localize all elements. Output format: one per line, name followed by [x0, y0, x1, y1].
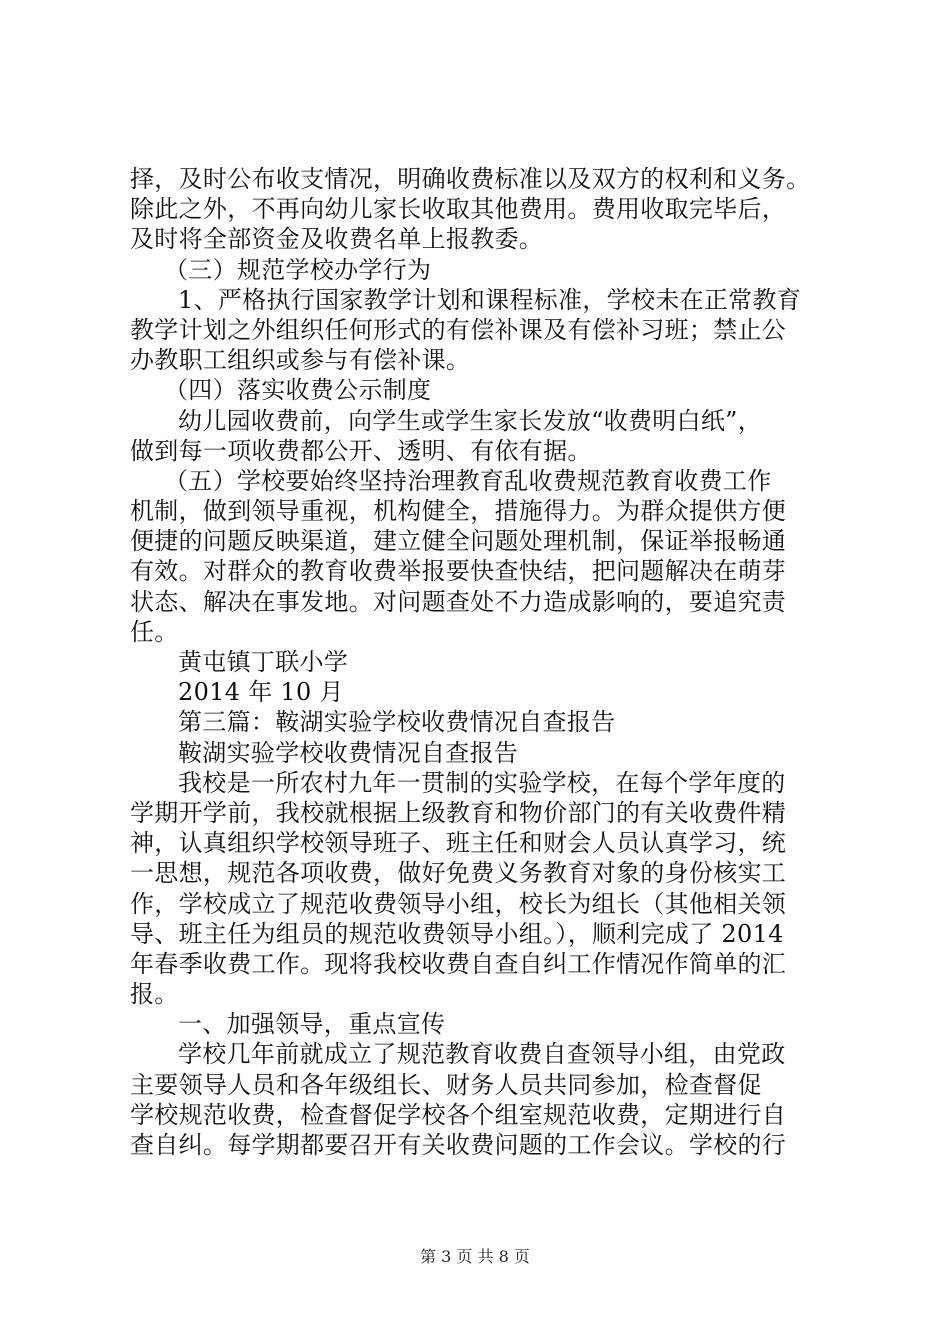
text-line: 除此之外，不再向幼儿家长收取其他费用。费用收取完毕后，: [130, 195, 787, 224]
text-line: 办教职工组织或参与有偿补课。: [130, 346, 471, 375]
text-line: 任。: [130, 617, 179, 646]
text-line: 一思想，规范各项收费，做好免费义务教育对象的身份核实工: [130, 859, 787, 888]
text-line: 黄屯镇丁联小学: [178, 648, 349, 676]
text-line: 学校规范收费，检查督促学校各个组室规范收费，定期进行自: [130, 1100, 787, 1129]
text-line: 年春季收费工作。现将我校收费自查自纠工作情况作简单的汇: [130, 949, 787, 978]
text-line: 有效。对群众的教育收费举报要快查快结，把问题解决在萌芽: [130, 557, 787, 586]
text-line: 2014 年 10 月: [178, 678, 344, 707]
text-line: 学校几年前就成立了规范教育收费自查领导小组，由党政: [178, 1040, 786, 1069]
page-footer: 第 3 页 共 8 页: [420, 1247, 530, 1266]
text-line: （四）落实收费公示制度: [164, 376, 432, 405]
text-line: 及时将全部资金及收费名单上报教委。: [130, 225, 544, 254]
text-line: （三）规范学校办学行为: [164, 255, 432, 284]
text-line: 导、班主任为组员的规范收费领导小组。），顺利完成了 2014: [130, 919, 784, 948]
text-line: 第三篇：鞍湖实验学校收费情况自查报告: [178, 708, 616, 737]
text-line: 我校是一所农村九年一贯制的实验学校，在每个学年度的: [178, 768, 786, 797]
text-line: 报。: [130, 980, 179, 1009]
text-line: 做到每一项收费都公开、透明、有依有据。: [130, 436, 592, 465]
text-line: 主要领导人员和各年级组长、财务人员共同参加，检查督促: [130, 1070, 762, 1099]
text-line: 作，学校成立了规范收费领导小组，校长为组长（其他相关领: [130, 889, 787, 918]
text-line: 状态、解决在事发地。对问题查处不力造成影响的，要追究责: [130, 587, 787, 616]
text-line: 一、加强领导，重点宣传: [178, 1010, 446, 1039]
text-line: 便捷的问题反映渠道，建立健全问题处理机制，保证举报畅通: [130, 527, 787, 556]
text-line: 择，及时公布收支情况，明确收费标准以及双方的权利和义务。: [130, 165, 811, 193]
text-line: 鞍湖实验学校收费情况自查报告: [178, 738, 519, 767]
text-line: 学期开学前，我校就根据上级教育和物价部门的有关收费件精: [130, 798, 787, 827]
text-line: 教学计划之外组织任何形式的有偿补课及有偿补习班；禁止公: [130, 315, 787, 344]
text-line: 神，认真组织学校领导班子、班主任和财会人员认真学习，统: [130, 829, 787, 858]
text-line: 幼儿园收费前，向学生或学生家长发放“收费明白纸”，: [178, 406, 763, 435]
text-line: 查自纠。每学期都要召开有关收费问题的工作会议。学校的行: [130, 1131, 787, 1159]
text-line: （五）学校要始终坚持治理教育乱收费规范教育收费工作: [164, 466, 772, 495]
document-body: [130, 164, 830, 1160]
text-line: 1、严格执行国家教学计划和课程标准，学校未在正常教育: [178, 285, 802, 314]
text-line: 机制，做到领导重视，机构健全，措施得力。为群众提供方便: [130, 497, 787, 526]
